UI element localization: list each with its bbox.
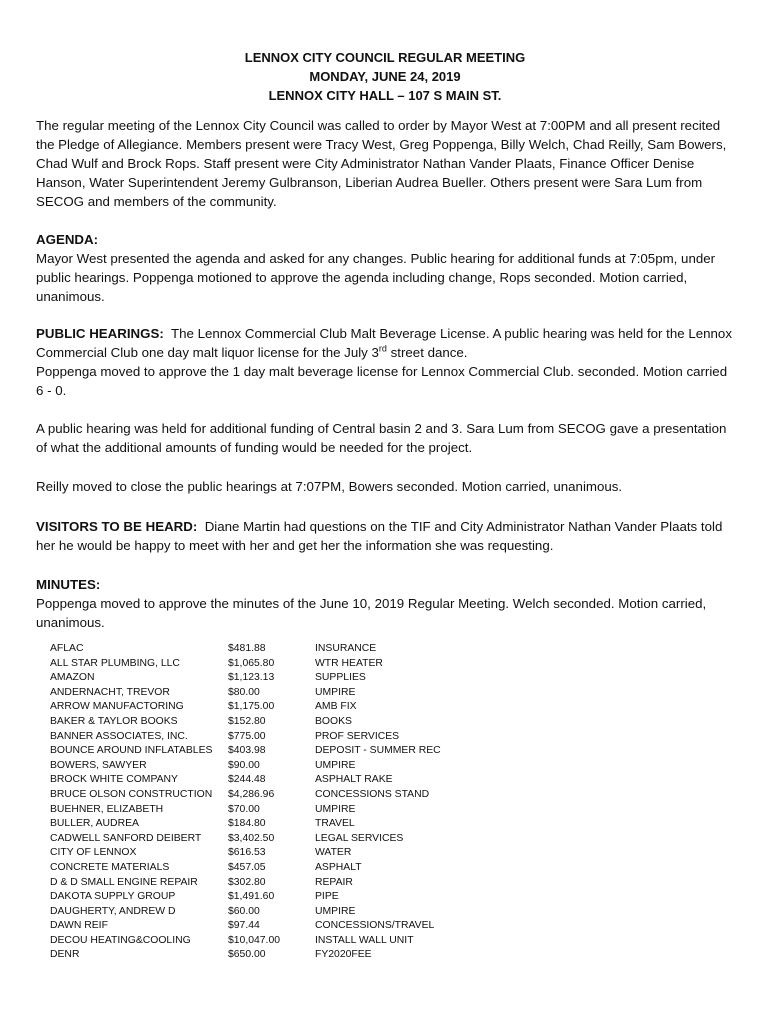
header-date: MONDAY, JUNE 24, 2019: [309, 69, 461, 84]
claim-description: UMPIRE: [315, 905, 356, 917]
claim-row: [50, 759, 515, 774]
claim-description: PROF SERVICES: [315, 730, 400, 742]
claim-amount: $97.44: [228, 920, 260, 932]
claim-amount: $1,065.80: [228, 657, 275, 669]
public-hearings-heading: PUBLIC HEARINGS:: [36, 326, 164, 341]
claim-amount: $403.98: [228, 745, 266, 757]
visitors-section: [36, 517, 736, 555]
claim-amount: $3,402.50: [228, 832, 275, 844]
public-hearings-text-a: The Lennox Commercial Club Malt Beverage License. A public hearing was held for the Lennox Commercial Club one day malt liquor license for the July 3: [36, 326, 732, 360]
claim-amount: $4,286.96: [228, 788, 275, 800]
claim-vendor: DAUGHERTY, ANDREW D: [50, 905, 176, 917]
minutes-heading: MINUTES:: [36, 577, 101, 592]
claim-amount: $616.53: [228, 847, 266, 859]
claim-row: [50, 817, 515, 832]
claim-row: [50, 657, 515, 672]
claim-description: UMPIRE: [315, 686, 356, 698]
claim-description: BOOKS: [315, 715, 352, 727]
claim-row: [50, 744, 515, 759]
intro-paragraph: The regular meeting of the Lennox City Council was called to order by Mayor West at 7:00PM and all present recited the Pledge of Allegiance. Members present were Tracy West, Greg Poppenga, Billy Welch, Chad Reilly, Sam Bowers, Chad Wulf and Brock Rops. Staff present were City Administrator Nathan Vander Plaats, Finance Officer Denise Hanson, Water Superintendent Jeremy Gulbranson, Liberian Audrea Bueller. Others present were Sara Lum from SECOG and members of the community.: [36, 118, 727, 209]
claim-amount: $481.88: [228, 643, 266, 654]
claim-vendor: ALL STAR PLUMBING, LLC: [50, 657, 180, 669]
claim-description: SUPPLIES: [315, 672, 366, 684]
claim-vendor: DENR: [50, 949, 80, 961]
claim-vendor: BOUNCE AROUND INFLATABLES: [50, 745, 213, 757]
minutes-section: [36, 575, 736, 632]
agenda-section: [36, 230, 736, 306]
claim-row: [50, 905, 515, 920]
claim-vendor: BAKER & TAYLOR BOOKS: [50, 715, 178, 727]
close-hearings-paragraph: Reilly moved to close the public hearings at 7:07PM, Bowers seconded. Motion carried, unanimous.: [36, 479, 623, 494]
claim-description: CONCESSIONS/TRAVEL: [315, 920, 435, 932]
claim-amount: $1,491.60: [228, 891, 275, 903]
claim-vendor: DECOU HEATING&COOLING: [50, 934, 191, 946]
claim-description: UMPIRE: [315, 803, 356, 815]
claim-description: DEPOSIT - SUMMER REC: [315, 745, 441, 757]
claim-vendor: CONCRETE MATERIALS: [50, 861, 170, 873]
agenda-text: Mayor West presented the agenda and asked for any changes. Public hearing for additional funds at 7:05pm, under public hearings. Poppenga motioned to approve the agenda including change, Rops seconded. Motion carried, unanimous.: [36, 251, 716, 304]
claim-amount: $10,047.00: [228, 934, 281, 946]
claim-row: [50, 715, 515, 730]
claim-amount: $80.00: [228, 686, 260, 698]
claim-amount: $90.00: [228, 759, 260, 771]
claim-row: [50, 846, 515, 861]
claim-description: PIPE: [315, 891, 339, 903]
claim-row: [50, 934, 515, 949]
meeting-header: [0, 48, 770, 105]
claim-amount: $244.48: [228, 774, 266, 786]
claim-amount: $1,175.00: [228, 701, 275, 713]
claim-row: [50, 773, 515, 788]
claim-row: [50, 700, 515, 715]
claim-description: WTR HEATER: [315, 657, 383, 669]
claim-row: [50, 861, 515, 876]
claim-row: [50, 948, 515, 963]
minutes-text: Poppenga moved to approve the minutes of the June 10, 2019 Regular Meeting. Welch seconded. Motion carried, unanimous.: [36, 596, 707, 630]
claim-amount: $60.00: [228, 905, 260, 917]
claim-vendor: BROCK WHITE COMPANY: [50, 774, 178, 786]
claim-vendor: AFLAC: [50, 643, 84, 654]
claim-description: LEGAL SERVICES: [315, 832, 404, 844]
claim-vendor: BANNER ASSOCIATES, INC.: [50, 730, 188, 742]
claim-vendor: ANDERNACHT, TREVOR: [50, 686, 170, 698]
claim-vendor: D & D SMALL ENGINE REPAIR: [50, 876, 198, 888]
public-hearings-paragraph: [36, 324, 736, 362]
claim-row: [50, 730, 515, 745]
claim-description: AMB FIX: [315, 701, 357, 713]
claim-description: ASPHALT RAKE: [315, 774, 393, 786]
claim-vendor: ARROW MANUFACTORING: [50, 701, 184, 713]
public-hearings-text-b: street dance.: [386, 345, 468, 360]
claim-vendor: BRUCE OLSON CONSTRUCTION: [50, 788, 213, 800]
claim-vendor: BOWERS, SAWYER: [50, 759, 147, 771]
claim-row: [50, 890, 515, 905]
claims-table: [50, 642, 515, 963]
visitors-heading: VISITORS TO BE HEARD:: [36, 519, 198, 534]
funding-hearing-paragraph: A public hearing was held for additional funding of Central basin 2 and 3. Sara Lum from SECOG gave a presentation of what the additional amounts of funding would be needed for the project.: [36, 421, 727, 455]
claim-amount: $457.05: [228, 861, 266, 873]
claim-amount: $775.00: [228, 730, 266, 742]
header-title: LENNOX CITY COUNCIL REGULAR MEETING: [244, 50, 526, 65]
claim-amount: $152.80: [228, 715, 266, 727]
visitors-text: Diane Martin had questions on the TIF and City Administrator Nathan Vander Plaats told her he would be happy to meet with her and get her the information she was requesting.: [36, 519, 723, 553]
claim-vendor: DAKOTA SUPPLY GROUP: [50, 891, 176, 903]
claim-vendor: AMAZON: [50, 672, 95, 684]
claim-description: TRAVEL: [315, 818, 355, 830]
claim-amount: $184.80: [228, 818, 266, 830]
claim-description: INSURANCE: [315, 643, 377, 654]
claim-row: [50, 803, 515, 818]
claim-row: [50, 686, 515, 701]
claim-vendor: DAWN REIF: [50, 920, 108, 932]
claim-row: [50, 671, 515, 686]
claim-description: INSTALL WALL UNIT: [315, 934, 414, 946]
claim-description: FY2020FEE: [315, 949, 372, 961]
claim-row: [50, 642, 515, 657]
claim-amount: $650.00: [228, 949, 266, 961]
claim-vendor: CADWELL SANFORD DEIBERT: [50, 832, 202, 844]
claim-description: WATER: [315, 847, 352, 859]
claim-amount: $302.80: [228, 876, 266, 888]
claim-vendor: BULLER, AUDREA: [50, 818, 139, 830]
claim-amount: $1,123.13: [228, 672, 275, 684]
claim-vendor: BUEHNER, ELIZABETH: [50, 803, 164, 815]
claim-amount: $70.00: [228, 803, 260, 815]
claim-description: CONCESSIONS STAND: [315, 788, 430, 800]
claim-vendor: CITY OF LENNOX: [50, 847, 137, 859]
public-hearings-motion: Poppenga moved to approve the 1 day malt beverage license for Lennox Commercial Club. seconded. Motion carried 6 - 0.: [36, 364, 728, 398]
claim-row: [50, 832, 515, 847]
header-location: LENNOX CITY HALL – 107 S MAIN ST.: [268, 88, 502, 103]
ordinal-suffix: rd: [378, 343, 387, 354]
claim-description: UMPIRE: [315, 759, 356, 771]
claim-row: [50, 788, 515, 803]
claim-row: [50, 919, 515, 934]
public-hearings-section: [36, 324, 736, 400]
claim-row: [50, 876, 515, 891]
claim-description: REPAIR: [315, 876, 353, 888]
agenda-heading: AGENDA:: [36, 232, 99, 247]
claim-description: ASPHALT: [315, 861, 362, 873]
